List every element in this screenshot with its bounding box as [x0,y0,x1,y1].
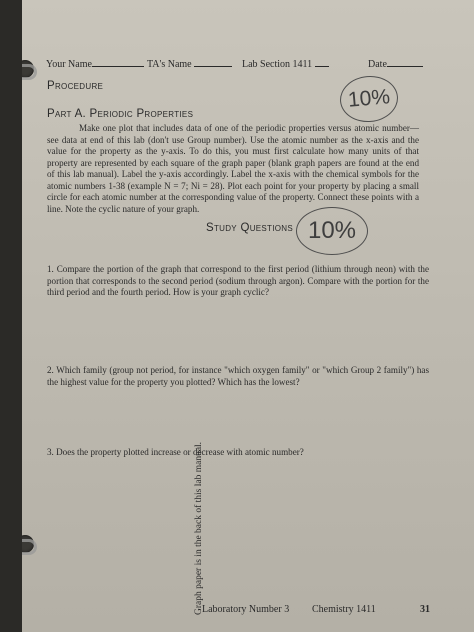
page-number: 31 [420,604,430,615]
lab-number-footer: Laboratory Number 3 [202,604,290,615]
part-a-heading: Part A. Periodic Properties [47,108,194,120]
lab-section-blank [315,57,329,67]
date-blank [387,57,423,67]
lab-section-field [242,57,329,70]
ta-name-blank [194,57,232,67]
your-name-blank [92,57,144,67]
part-a-instructions: Make one plot that includes data of one of the periodic properties versus atomic number—see data at end of this lab (don't use Group number). Use the atomic number as the x-axis and the value for the property as the y-axis. To do this, you must first calculate how many units of that property are represented by each square of the graph paper (blank graph papers are found at the end of this lab manual). Label the y-axis accordingly. Label the x-axis with the chemical symbols for the atomic numbers 1-38 (example N = 7; Ni = 28). Plot each point for your property by placing a small circle for each atomic number at the corresponding value of the property. Connect these points with a line. Note the cyclic nature of your graph. [47,123,419,214]
grade-annotation: 10% [338,74,400,125]
date-label: Date [368,59,387,70]
grade-annotation-study: 10% [296,207,368,255]
lab-manual-page [22,0,474,632]
question-3: 3. Does the property plotted increase or decrease with atomic number? [47,447,304,457]
question-1: 1. Compare the portion of the graph that correspond to the first period (lithium through neon) with the portion that corresponds to the second period (sodium through argon). Compare with the portion for the third period and the fourth period. How is your graph cyclic? [47,264,429,297]
your-name-label: Your Name [46,59,92,70]
lab-section-label: Lab Section 1411 [242,59,313,70]
ta-name-field [147,57,232,70]
study-questions-heading: Study Questions [206,222,293,234]
binder-ring [22,64,37,80]
question-2: 2. Which family (group not period, for instance "which oxygen family" or "which Group 2 family") has the highest value for the property you plotted? Which has the lowest? [47,365,429,387]
binder-ring [22,539,37,555]
date-field [368,57,423,70]
graph-paper-note: Graph paper is in the back of this lab manual. [194,441,204,615]
procedure-heading: Procedure [47,80,104,92]
course-footer: Chemistry 1411 [312,604,376,615]
your-name-field [46,57,144,70]
ta-name-label: TA's Name [147,59,192,70]
